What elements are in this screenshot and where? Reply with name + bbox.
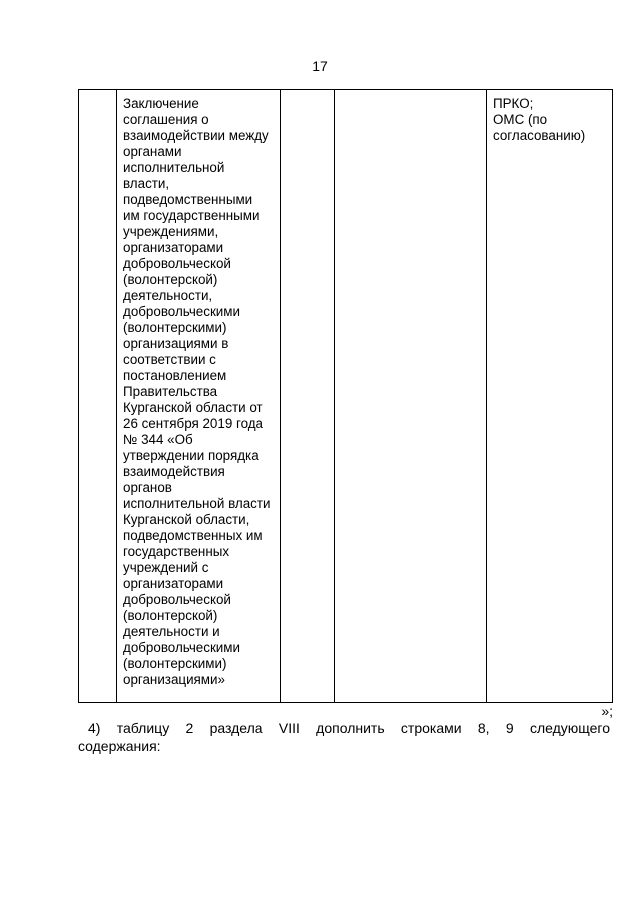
cell-text-line: (волонтерской) [123, 272, 218, 287]
cell-text-line: Курганской области, [123, 512, 250, 527]
cell-text-line: (волонтерской) [123, 608, 218, 623]
cell-text-line: ОМС (по [493, 112, 548, 127]
cell-text-line: взаимодействия [123, 464, 225, 479]
cell-text-line: органов [123, 480, 172, 495]
cell-text-line: исполнительной власти [123, 496, 271, 511]
responsible-text [487, 90, 612, 144]
cell-text-line: организациями» [123, 672, 225, 687]
cell-text-line: ПРКО; [493, 96, 534, 111]
cell-text-line: 26 сентября 2019 года [123, 416, 263, 431]
cell-text-line: Заключение [123, 96, 199, 111]
cell-text-line: организациями в [123, 336, 229, 351]
cell-text-line: Курганской области от [123, 400, 263, 415]
cell-text-line: органами [123, 144, 182, 159]
cell-text-line: подведомственными [123, 192, 253, 207]
table-cell-empty-2 [335, 90, 487, 703]
cell-text-line: добровольческой [123, 592, 231, 607]
cell-text-line: № 344 «Об [123, 432, 193, 447]
table-row [79, 90, 613, 703]
cell-text-line: взаимодействии между [123, 128, 269, 143]
cell-text-line: власти, [123, 176, 170, 191]
cell-text-line: соглашения о [123, 112, 209, 127]
cell-4-text [335, 90, 486, 96]
table-cell-number [79, 90, 117, 703]
cell-text-line: добровольческой [123, 256, 231, 271]
cell-text-line: (волонтерскими) [123, 656, 227, 671]
cell-text-line: соответствии с [123, 352, 216, 367]
cell-3-text [281, 90, 334, 96]
amendment-paragraph [78, 719, 610, 755]
cell-text-line: (волонтерскими) [123, 320, 227, 335]
table-cell-empty-1 [281, 90, 335, 703]
closing-quote: »; [601, 703, 613, 719]
cell-text-line: им государственными [123, 208, 260, 223]
activity-text [117, 90, 280, 688]
cell-text-line: постановлением [123, 368, 227, 383]
cell-number-text [79, 90, 116, 96]
cell-text-line: учреждений с [123, 560, 209, 575]
cell-text-line: Правительства [123, 384, 218, 399]
cell-text-line: организаторами [123, 576, 224, 591]
cell-text-line: утверждении порядка [123, 448, 259, 463]
cell-text-line: деятельности, [123, 288, 213, 303]
cell-text-line: учреждениями, [123, 224, 219, 239]
cell-text-line: добровольческими [123, 304, 240, 319]
table-cell-activity [117, 90, 281, 703]
cell-text-line: согласованию) [493, 128, 586, 143]
table-cell-responsible [487, 90, 613, 703]
cell-text-line: подведомственных им [123, 528, 263, 543]
cell-text-line: деятельности и [123, 624, 220, 639]
paragraph-line-2: содержания: [78, 738, 161, 754]
cell-text-line: исполнительной [123, 160, 225, 175]
cell-text-line: организаторами [123, 240, 224, 255]
cell-text-line: государственных [123, 544, 230, 559]
document-table [78, 89, 613, 703]
paragraph-line-1: 4) таблицу 2 раздела VIII дополнить строками 8, 9 следующего [88, 720, 610, 736]
page-number: 17 [312, 58, 328, 74]
cell-text-line: добровольческими [123, 640, 240, 655]
